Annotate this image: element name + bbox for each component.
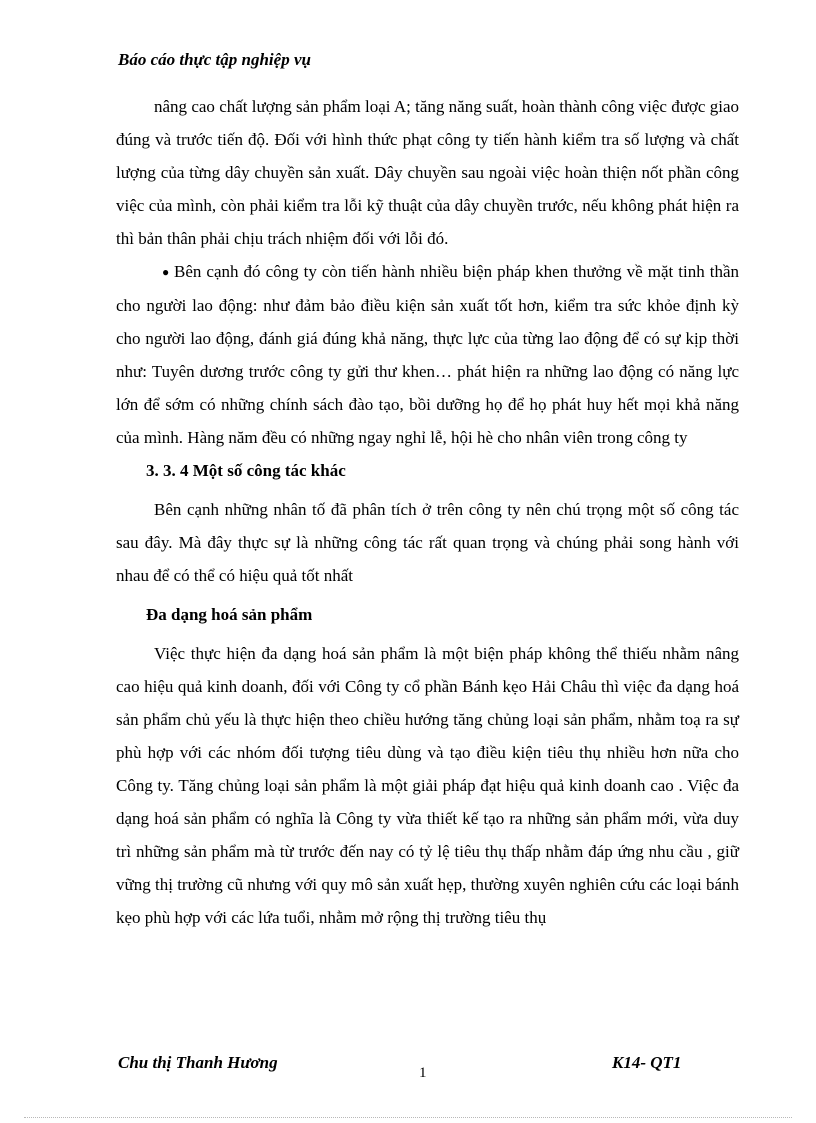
page-bottom-divider (24, 1117, 792, 1118)
paragraph-product-diversification: Việc thực hiện đa dạng hoá sản phẩm là một biện pháp không thể thiếu nhằm nâng cao hiệu quả kinh doanh, đối với Công ty cổ phần Bánh kẹo Hải Châu thì việc đa dạng hoá sản phẩm chủ yếu là thực hiện theo chiều hướng tăng chủng loại sản phẩm, nhằm toạ ra sự phù hợp với các nhóm đối tượng tiêu dùng và tạo điều kiện tiêu thụ nhiều hơn nữa cho Công ty. Tăng chủng loại sản phẩm là một giải pháp đạt hiệu quả kinh doanh cao . Việc đa dạng hoá sản phẩm có nghĩa là Công ty vừa thiết kế tạo ra những sản phẩm mới, vừa duy trì những sản phẩm mà từ trước đến nay có tỷ lệ tiêu thụ thấp nhằm đáp ứng nhu cầu , giữ vững thị trường cũ nhưng với quy mô sản xuất hẹp, thường xuyên nghiên cứu các loại bánh kẹo phù hợp với các lứa tuổi, nhằm mở rộng thị trường tiêu thụ (116, 644, 739, 927)
paragraph-penalty-continuation: nâng cao chất lượng sản phẩm loại A; tăng năng suất, hoàn thành công việc được giao đúng và trước tiến độ. Đối với hình thức phạt công ty tiến hành kiểm tra số lượng và chất lượng của từng dây chuyền sản xuất. Dây chuyền sau ngoài việc hoàn thiện nốt phần công việc của mình, còn phải kiểm tra lỗi kỹ thuật của dây chuyền trước, nếu không phát hiện ra thì bản thân phải chịu trách nhiệm đối với lỗi đó. (116, 97, 739, 248)
paragraph-bullet-spiritual-rewards (116, 255, 739, 454)
footer-author: Chu thị Thanh Hương (118, 1053, 278, 1072)
footer-class-code: K14- QT1 (612, 1053, 682, 1072)
page-number: 1 (419, 1065, 427, 1081)
paragraph-other-tasks-intro: Bên cạnh những nhân tố đã phân tích ở trên công ty nên chú trọng một số công tác sau đây. Mà đây thực sự là những công tác rất quan trọng và chúng phải song hành với nhau để có thể có hiệu quả tốt nhất (116, 500, 739, 585)
page-header-title: Báo cáo thực tập nghiệp vụ (118, 50, 311, 69)
section-heading-other-tasks: 3. 3. 4 Một số công tác khác (146, 461, 346, 480)
subheading-product-diversification: Đa dạng hoá sản phẩm (146, 605, 313, 624)
bullet-paragraph-text: Bên cạnh đó công ty còn tiến hành nhiều biện pháp khen thưởng về mặt tinh thần cho người lao động: như đảm bảo điều kiện sản xuất tốt hơn, kiểm tra sức khỏe định kỳ cho người lao động, đánh giá đúng khả năng, thực lực của từng lao động để có sự kịp thời như: Tuyên dương trước công ty gửi thư khen… phát hiện ra những lao động có năng lực lớn để sớm có những chính sách đào tạo, bồi dưỡng họ để họ phát huy hết mọi khả năng của mình. Hàng năm đều có những ngay nghỉ lễ, hội hè cho nhân viên trong công ty (116, 262, 740, 447)
document-body (116, 90, 739, 934)
bullet-icon: ● (162, 265, 171, 279)
